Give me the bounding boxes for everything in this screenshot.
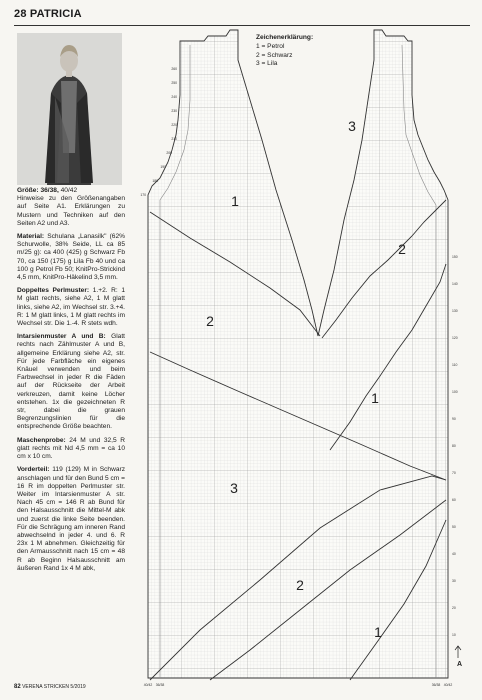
row-numbers-right: [452, 255, 458, 637]
row-number: 190: [160, 165, 166, 169]
color-legend: [256, 34, 313, 69]
arrow-up-icon: [455, 646, 461, 658]
row-number: 200: [166, 151, 172, 155]
row-number: 240: [171, 95, 177, 99]
legend-title: Zeichenerklärung:: [256, 34, 314, 41]
row-number: 180: [152, 179, 158, 183]
row-number: 100: [452, 390, 458, 394]
material-body: Schulana „Lanasilk" (62% Schurwolle, 38% Seide, LL ca 85 m/25 g): ca 400 (425) g Schwarz Fb 70, ca 150 (175) g Lila Fb 40 und ca 100 g Petrol Fb 50; KnitPro-Strickind 4,5 mm, KnitPro-Häkelind 3,5 mm.: [17, 233, 125, 282]
row-number: 220: [171, 123, 177, 127]
legend-item: 3 = Lila: [256, 60, 278, 68]
intarsia-label: Intarsienmuster A und B:: [17, 333, 106, 341]
size-label: 36/38: [155, 683, 165, 687]
probe-label: Maschenprobe:: [17, 436, 66, 444]
area-label: 3: [348, 118, 356, 134]
intarsia-body: Glatt rechts nach Zählmuster A und B, allgemeine Erklärung siehe A2, str. Für jede Farbfläche ein eigenes Knäuel verwenden und beim Farbwechsel in jeder R die Fäden auf der Rückseite der Arbeit verkreuzen, damit keine Löcher entstehen. 1x die gezeichneten R str, dabei die grauen Begrenzungslinien für die entsprechende Größe beachten.: [17, 333, 125, 431]
area-label: 3: [230, 480, 238, 496]
area-label: 1: [371, 390, 379, 406]
area-label: 1: [374, 624, 382, 640]
page-title: 28 PATRICIA: [14, 8, 82, 20]
row-number: 260: [171, 67, 177, 71]
area-label: 2: [296, 577, 304, 593]
row-number: 10: [452, 633, 456, 637]
chart-letter: A: [457, 661, 463, 668]
row-number: 70: [452, 471, 456, 475]
area-label: 2: [206, 313, 214, 329]
perl-body: 1.+2. R: 1 M glatt rechts, siehe A2, 1 M glatt links, siehe A2, im Wechsel str. 3.+4. R: 1 M glatt links, 1 M glatt rechts im Wechsel str. Die 1.-4. R stets wdh.: [17, 287, 126, 328]
vorderteil-label: Vorderteil:: [17, 466, 50, 474]
row-number: 210: [171, 137, 177, 141]
row-number: 60: [452, 498, 456, 502]
row-number: 230: [171, 109, 177, 113]
legend-item: 2 = Schwarz: [256, 51, 293, 59]
row-number: 80: [452, 444, 456, 448]
row-number: 30: [452, 579, 456, 583]
row-number: 250: [171, 81, 177, 85]
size-label: 36/38: [431, 683, 441, 687]
row-number: 50: [452, 525, 456, 529]
row-number: 20: [452, 606, 456, 610]
material-label: Material:: [17, 233, 45, 241]
row-number: 150: [452, 255, 458, 259]
size-label: 40/42: [143, 683, 153, 687]
vorderteil-body: 119 (129) M in Schwarz anschlagen und für den Bund 5 cm = 16 R im doppelten Perlmuster str. Weiter im Intarsienmuster A str. Nach 45 cm = 146 R ab Bund für den Halsausschnitt die Mittel-M abk und zuerst die linke Seite beenden. Für die Schrägung am inneren Rand abwechselnd in jeder 4. und 6. R 23x 1 M abnehmen. Gleichzeitig für den Armausschnitt nach 15 cm = 48 R ab Beginn Halsausschnitt am äußeren Rand 1x 4 M abk,: [17, 466, 125, 572]
size-label: Größe: 36/38,: [17, 187, 59, 194]
area-label: 2: [398, 241, 406, 257]
row-number: 120: [452, 336, 458, 340]
row-number: 90: [452, 417, 456, 421]
row-number: 110: [452, 363, 458, 367]
area-label: 1: [231, 193, 239, 209]
size-body: Hinweise zu den Größenangaben auf Seite A1. Erklärungen zu Mustern und Techniken auf den Seiten A2 und A3.: [17, 195, 125, 227]
page-number: 82: [14, 684, 21, 690]
size-label: 40/42: [443, 683, 453, 687]
perl-label: Doppeltes Perlmuster:: [17, 287, 90, 295]
row-number: 170: [140, 193, 146, 197]
row-number: 130: [452, 309, 458, 313]
row-number: 140: [452, 282, 458, 286]
probe-body: 24 M und 32,5 R glatt rechts mit Nd 4,5 mm = ca 10 cm x 10 cm.: [17, 436, 125, 461]
page-footer: [14, 684, 470, 690]
size-value: 40/42: [58, 187, 78, 194]
magazine-name: VERENA STRICKEN 5/2019: [22, 684, 86, 690]
legend-item: 1 = Petrol: [256, 43, 285, 51]
row-number: 40: [452, 552, 456, 556]
